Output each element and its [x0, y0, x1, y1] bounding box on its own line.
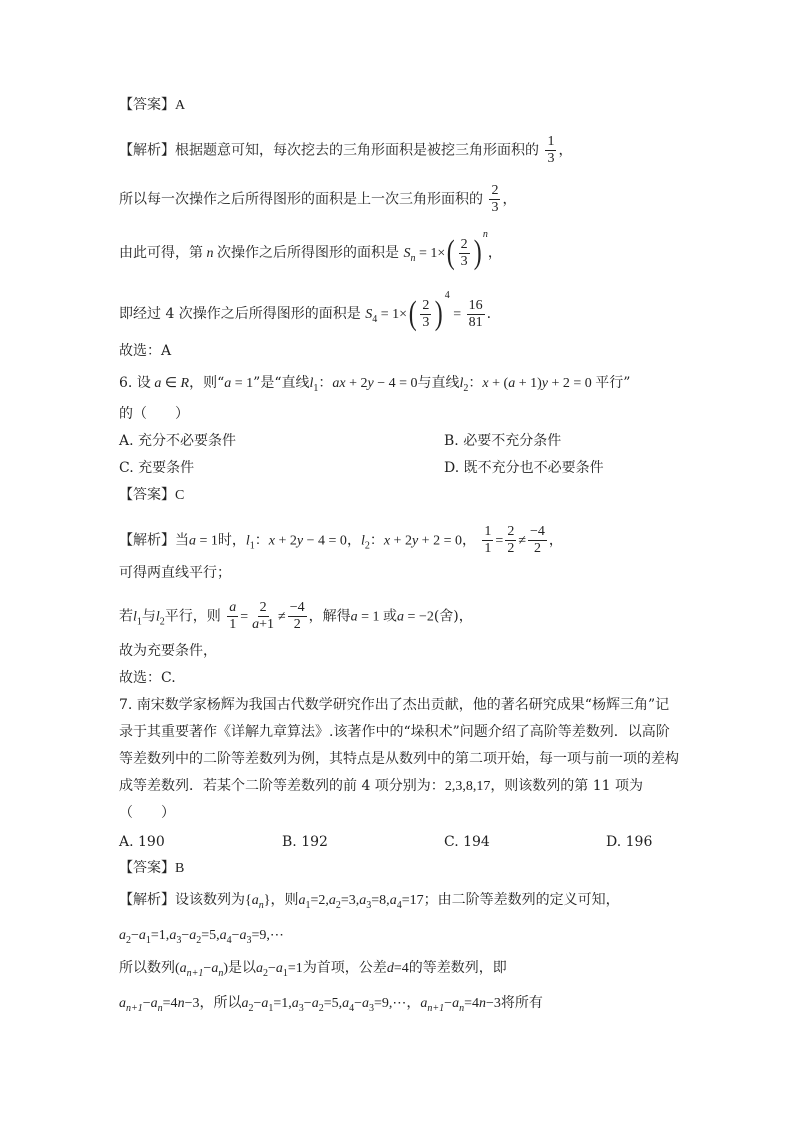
answer-line-6: [119, 485, 184, 506]
explanation-text: 设该数列为: [175, 892, 245, 908]
explanation-line-2: 所以每一次操作之后所得图形的面积是上一次三角形面积的 $\frac{2}{3}$ ，: [119, 183, 517, 215]
explanation-tag: 【解析】: [119, 892, 175, 908]
option-d: D. 196: [606, 834, 653, 850]
formula-s4: $S_4$: [365, 307, 378, 325]
explanation-6-line-1: 【解析】当a = 1时，$l_1$：x + 2y − 4 = 0，$l_2$：x + 2y + 2 = 0， $\frac{1}{1}$ = $\frac{2}{2}$ ≠ $\frac{-4}{2}$ ，: [119, 524, 563, 556]
explanation-text: 为首项，公差: [302, 960, 387, 976]
explanation-line-1: 【解析】根据题意可知，每次挖去的三角形面积是被挖三角形面积的 $\frac{1}{3}$ ，: [119, 134, 573, 166]
explanation-text: 根据题意可知，每次挖去的三角形面积是被挖三角形面积的: [175, 142, 539, 159]
explanation-text: (舍)，: [433, 608, 473, 625]
option-d: D. 既不充分也不必要条件: [444, 460, 604, 476]
explanation-text: 是以: [228, 960, 256, 976]
fraction-16-81: $\frac{16}{81}$: [468, 297, 483, 330]
answer-tag: 【答案】: [119, 487, 175, 503]
option-b: B. 必要不充分条件: [444, 433, 562, 449]
question-7-line-5: （ ）: [119, 805, 175, 821]
choose-line-6: 故选：C.: [119, 670, 176, 686]
explanation-tag: 【解析】: [119, 142, 175, 159]
fraction-2-3: $\frac{2}{3}$: [491, 183, 499, 215]
explanation-6-line-3: 若$l_1$与$l_2$平行，则 $\frac{a}{1}$ = $\frac{2}{a+1}$ ≠ $\frac{-4}{2}$ ，解得a = 1 或a = −2(舍)，: [119, 600, 473, 632]
explanation-7-line-4: $a_{n+1}-a_n=4n-3$，所以$a_2-a_1=1,a_3-a_2=5,a_4-a_3=9,\cdots$，$a_{n+1}-a_n=4n-3$将所有: [119, 995, 543, 1014]
explanation-6-line-4: 故为充要条件，: [119, 643, 217, 659]
explanation-text: 所以数列: [119, 960, 175, 976]
explanation-7-line-1: 【解析】设该数列为$\{a_n\}$，则$a_1=2,a_2=3,a_3=8,a_4=17$；由二阶等差数列的定义可知，: [119, 892, 620, 911]
stem-text: 成等差数列．若某个二阶等差数列的前 4 项分别为：: [119, 778, 445, 794]
explanation-7-line-2: $a_2-a_1=1,a_3-a_2=5,a_4-a_3=9,\cdots$: [119, 928, 284, 946]
stem-text: 与直线: [417, 375, 460, 391]
stem-text: ，则“: [189, 375, 225, 391]
question-7-line-2: 录于其重要著作《详解九章算法》.该著作中的“垛积术”问题介绍了高阶等差数列．以高阶: [119, 724, 670, 740]
math-n: n: [203, 246, 217, 261]
explanation-text: ，则: [270, 892, 299, 908]
option-a: A. 充分不必要条件: [119, 433, 237, 449]
explanation-text: 次操作之后所得图形的面积是: [217, 245, 399, 261]
choose-line-5: 故选：A: [119, 343, 172, 359]
question-7-line-3: 等差数列中的二阶等差数列为例，其特点是从数列中的第二项开始，每一项与前一项的差构: [119, 751, 679, 767]
option-a: A. 190: [119, 834, 165, 850]
question-7-line-4: [119, 776, 643, 797]
stem-text: ，则该数列的第 11 项为: [490, 778, 644, 794]
explanation-text: ，解得: [308, 608, 351, 625]
explanation-7-line-3: 所以数列$(a_{n+1}-a_n)$是以$a_2-a_1=1$为首项，公差d=4的等差数列，即: [119, 960, 507, 979]
explanation-6-line-2: 可得两直线平行；: [119, 565, 231, 581]
fraction-1-3: $\frac{1}{3}$: [547, 134, 555, 166]
explanation-text: 或: [383, 608, 398, 625]
answer-line-7: [119, 858, 184, 879]
stem-text: ”是“直线: [253, 375, 310, 391]
explanation-text: 将所有: [500, 995, 543, 1011]
explanation-text: 即经过 4 次操作之后所得图形的面积是: [119, 306, 361, 322]
explanation-text: ；由二阶等差数列的定义可知，: [423, 892, 620, 908]
explanation-line-3: 由此可得，第 n 次操作之后所得图形的面积是 $S_n = 1\times$ ( $\frac{2}{3}$ ) $^n$，: [119, 229, 502, 271]
formula-sn: $S_n$: [403, 246, 416, 264]
sequence-terms: 2,3,8,17: [444, 779, 491, 794]
answer-tag: 【答案】: [119, 860, 175, 876]
explanation-text: 与: [141, 608, 156, 625]
answer-value: C: [175, 488, 185, 503]
option-c: C. 充要条件: [119, 460, 195, 476]
option-b: B. 192: [282, 834, 328, 850]
explanation-text: 的等差数列，即: [408, 960, 507, 976]
stem-text: 平行”: [595, 375, 631, 391]
explanation-text: 当: [175, 532, 189, 549]
explanation-text: 平行，则: [164, 608, 221, 625]
question-7-line-1: 7. 南宋数学家杨辉为我国古代数学研究作出了杰出贡献，他的著名研究成果“杨辉三角”记: [119, 697, 670, 713]
explanation-text: 若: [119, 608, 133, 625]
explanation-text: 所以每一次操作之后所得图形的面积是上一次三角形面积的: [119, 191, 483, 208]
question-6-stem: 6. 设 a ∈ R，则“a = 1”是“直线$l_1$：ax + 2y − 4 = 0与直线$l_2$：x + (a + 1)y + 2 = 0 平行”: [119, 375, 631, 394]
stem-text: 6. 设: [119, 375, 151, 391]
question-6-stem-cont: 的（ ）: [119, 406, 189, 422]
explanation-text: 由此可得，第: [119, 245, 203, 261]
power-expression: ( $\frac{2}{3}$ ): [446, 234, 482, 271]
explanation-line-4: 即经过 4 次操作之后所得图形的面积是 $S_4 = 1\times$ ( $\frac{2}{3}$ ) $^4$ = $\frac{16}{81}$ .: [119, 290, 492, 332]
explanation-text: ，所以: [199, 995, 242, 1011]
answer-value: B: [175, 861, 185, 876]
option-c: C. 194: [444, 834, 490, 850]
answer-value: A: [175, 98, 186, 113]
answer-line-5: [119, 95, 185, 116]
explanation-tag: 【解析】: [119, 532, 175, 549]
explanation-text: 时，: [217, 532, 246, 549]
answer-tag: 【答案】: [119, 97, 175, 113]
power-expression: ( $\frac{2}{3}$ ): [408, 295, 444, 332]
